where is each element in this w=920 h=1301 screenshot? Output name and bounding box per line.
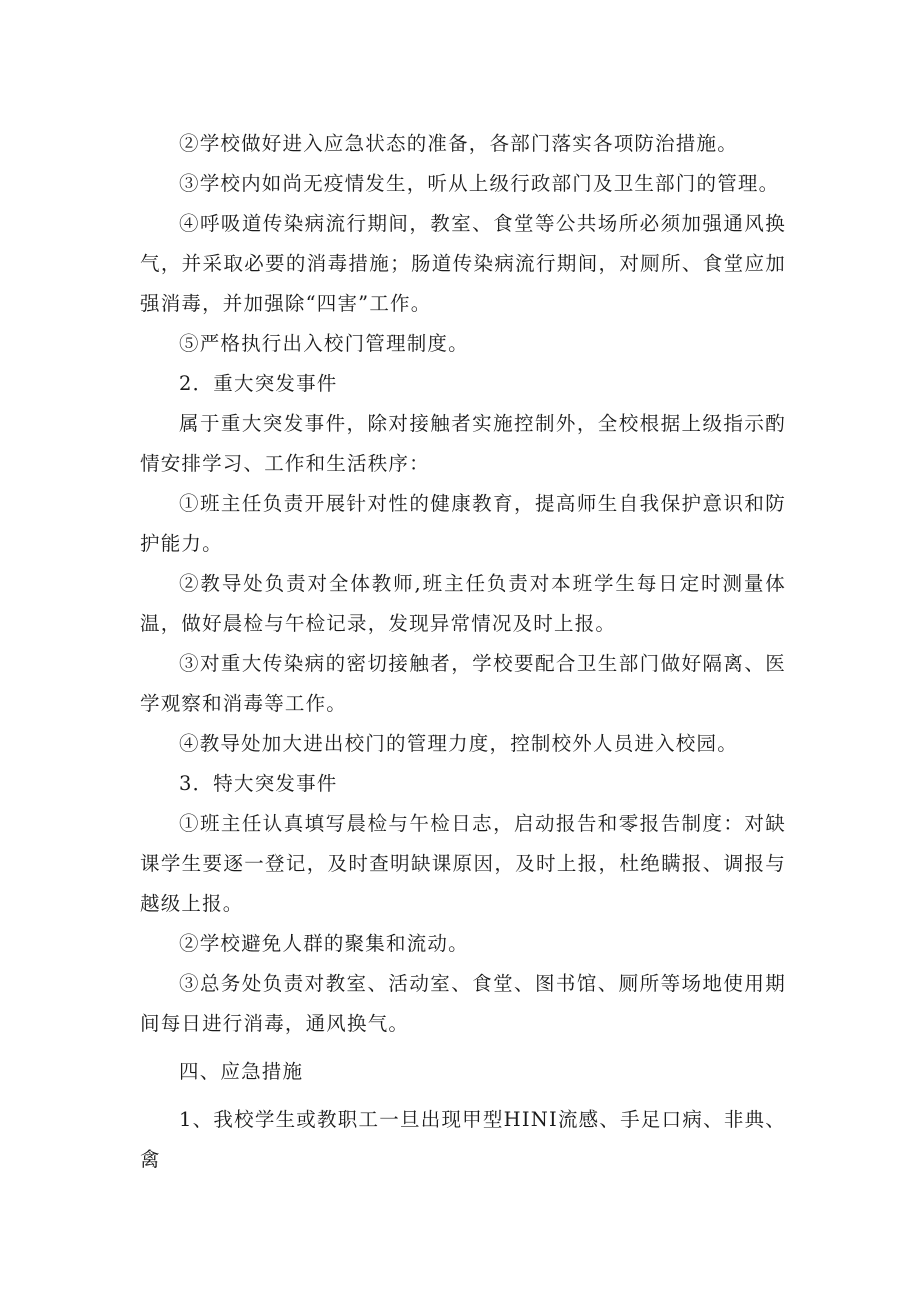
paragraph-measure-2: ②学校做好进入应急状态的准备，各部门落实各项防治措施。	[179, 132, 738, 155]
paragraph-extraordinary-measure-2: ②学校避免人群的聚集和流动。	[179, 932, 469, 955]
paragraph-major-measure-3: ③对重大传染病的密切接触者，学校要配合卫生部门做好隔离、医学观察和消毒等工作。	[140, 652, 786, 715]
paragraph-emergency-measure-1: 1、我校学生或教职工一旦出现甲型HINI流感、手足口病、非典、禽	[140, 1108, 786, 1171]
paragraph-major-measure-1: ①班主任负责开展针对性的健康教育，提高师生自我保护意识和防护能力。	[140, 492, 786, 555]
paragraph-major-events-intro: 属于重大突发事件，除对接触者实施控制外，全校根据上级指示酌情安排学习、工作和生活秩序：	[140, 412, 786, 475]
paragraph-extraordinary-measure-3: ③总务处负责对教室、活动室、食堂、图书馆、厕所等场地使用期间每日进行消毒，通风换气。	[140, 972, 786, 1035]
paragraph-measure-3: ③学校内如尚无疫情发生，听从上级行政部门及卫生部门的管理。	[179, 172, 780, 195]
section-heading-emergency-measures: 四、应急措施	[179, 1060, 304, 1083]
section-heading-major-events: 2．重大突发事件	[179, 372, 338, 395]
paragraph-measure-5: ⑤严格执行出入校门管理制度。	[179, 332, 469, 355]
paragraph-major-measure-4: ④教导处加大进出校门的管理力度，控制校外人员进入校园。	[179, 732, 738, 755]
paragraph-extraordinary-measure-1: ①班主任认真填写晨检与午检日志，启动报告和零报告制度：对缺课学生要逐一登记，及时查明缺课原因，及时上报，杜绝瞒报、调报与越级上报。	[140, 812, 786, 915]
section-heading-extraordinary-events: 3．特大突发事件	[179, 772, 338, 795]
paragraph-major-measure-2: ②教导处负责对全体教师,班主任负责对本班学生每日定时测量体温，做好晨检与午检记录，发现异常情况及时上报。	[140, 572, 786, 635]
paragraph-measure-4: ④呼吸道传染病流行期间，教室、食堂等公共场所必须加强通风换气，并采取必要的消毒措施；肠道传染病流行期间，对厕所、食堂应加强消毒，并加强除“四害”工作。	[140, 212, 786, 315]
document-body	[140, 124, 786, 1180]
